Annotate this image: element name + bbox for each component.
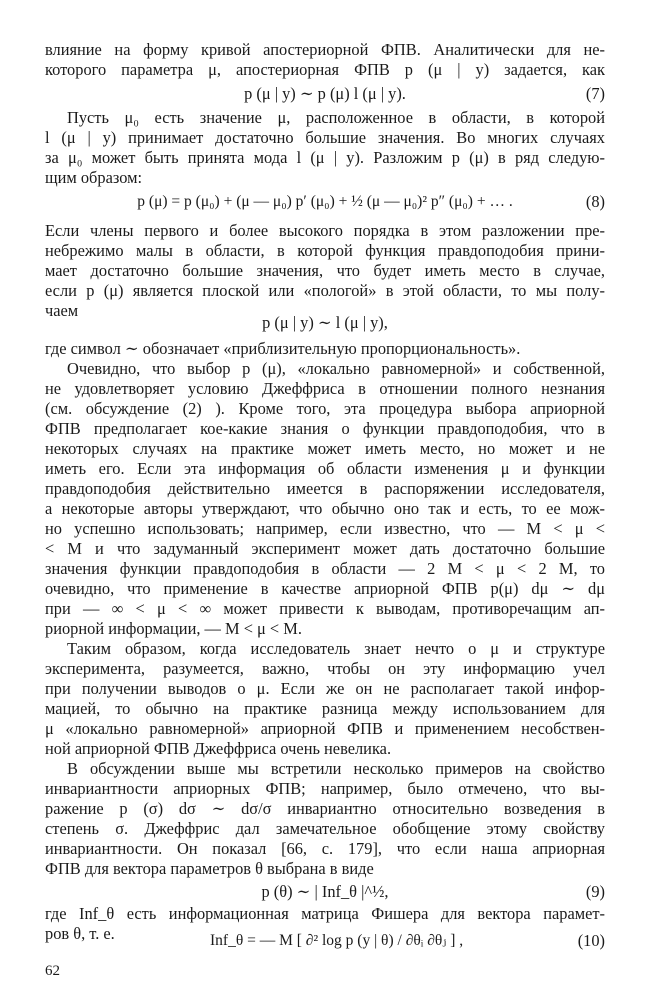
text-line: инвариантности априорных ФПВ; например, было отмечено, что вы- [45,779,605,798]
equation-10 [210,930,605,952]
text-line: правдоподобия действительно имеется в распоряжении исследователя, [45,479,605,498]
equation-9-formula: p (θ) ∼ | Inf_θ |^½, [261,882,389,901]
text-line: Пусть μ₀ есть значение μ, расположенное в области, в которой [67,108,605,127]
text-line: ФПВ предполагает кое-какие знания о функции правдоподобия, что в [45,419,605,438]
text-line: значения функции правдоподобия в области — 2 M < μ < 2 M, то [45,559,605,578]
text-line: при получении выводов о μ. Если же он не располагает такой инфор- [45,679,605,698]
text-line: Очевидно, что выбор p (μ), «локально равномерной» и собственной, [67,359,605,378]
text-line: где символ ∼ обозначает «приблизительную пропорциональность». [45,339,521,358]
equation-9-number: (9) [585,882,605,901]
text-line: инвариантности. Он показал [66, с. 179], что если наша априорная [45,839,605,858]
text-line: ров θ, т. е. [45,924,115,943]
equation-8-number: (8) [585,192,605,211]
equation-approx [45,312,605,334]
text-line: не удовлетворяет условию Джеффриса в отношении полного незнания [45,379,605,398]
text-line: мацией, то обычно на практике разница между использованием для [45,699,605,718]
text-line: но успешно использовать; например, если известно, что — M < μ < [45,519,605,538]
text-line: В обсуждении выше мы встретили несколько примеров на свойство [67,759,605,778]
text-line: влияние на форму кривой апостериорной ФПВ. Аналитически для не- [45,40,605,59]
text-line: < M и что задуманный эксперимент может дать достаточно большие [45,539,605,558]
text-line: при — ∞ < μ < ∞ может привести к выводам, противоречащим ап- [45,599,605,618]
text-line: некоторых случаях на практике может иметь место, но может и не [45,439,605,458]
text-line: а некоторые авторы утверждают, что обычно оно так и есть, то ее мож- [45,499,605,518]
text-line: ФПВ для вектора параметров θ выбрана в виде [45,859,374,878]
equation-7-formula: p (μ | y) ∼ p (μ) l (μ | y). [244,84,406,103]
text-line: небрежимо малы в области, в которой функция правдоподобия прини- [45,241,605,260]
text-line: которого параметра μ, апостериорная ФПВ p (μ | y) задается, как [45,60,605,79]
equation-7-number: (7) [585,84,605,103]
text-line: за μ₀ может быть принята мода l (μ | y). Разложим p (μ) в ряд следую- [45,148,605,167]
text-line: ной априорной ФПВ Джеффриса очень невелика. [45,739,392,758]
text-line: Если члены первого и более высокого порядка в этом разложении пре- [45,221,605,240]
text-line: эксперимента, разумеется, важно, чтобы он эту информацию учел [45,659,605,678]
text-line: иметь его. Если эта информация об области изменения μ и функции [45,459,605,478]
text-line: Таким образом, когда исследователь знает нечто о μ и структуре [67,639,605,658]
text-line: ражение p (σ) dσ ∼ dσ/σ инвариантно относительно возведения в [45,799,605,818]
text-line: (см. обсуждение (2) ). Кроме того, эта процедура выбора априорной [45,399,605,418]
equation-10-formula: Inf_θ = — M [ ∂² log p (y | θ) / ∂θᵢ ∂θⱼ ] , [210,932,464,949]
text-line: чаем [45,301,79,320]
equation-9 [45,881,605,903]
text-line: риорной информации, — M < μ < M. [45,619,302,638]
equation-approx-formula: p (μ | y) ∼ l (μ | y), [262,313,388,332]
text-line: мает достаточно большие значения, что будет иметь место в случае, [45,261,605,280]
text-line: где Inf_θ есть информационная матрица Фишера для вектора парамет- [45,904,605,923]
text-line: щим образом: [45,168,143,187]
text-line: l (μ | y) принимает достаточно большие значения. Во многих случаях [45,128,605,147]
page-number: 62 [45,963,60,979]
equation-7 [45,83,605,105]
text-line: μ «локально равномерной» априорной ФПВ и применением несобствен- [45,719,605,738]
text-line: очевидно, что применение в качестве априорной ФПВ p(μ) dμ ∼ dμ [45,579,605,598]
equation-8-formula: p (μ) = p (μ₀) + (μ — μ₀) p′ (μ₀) + ½ (μ — μ₀)² p″ (μ₀) + … . [137,193,513,210]
equation-8 [45,191,605,213]
text-line: если p (μ) является плоской или «пологой» в этой области, то мы полу- [45,281,605,300]
text-line: степень σ. Джеффрис дал замечательное обобщение этому свойству [45,819,605,838]
equation-10-number: (10) [577,931,605,950]
